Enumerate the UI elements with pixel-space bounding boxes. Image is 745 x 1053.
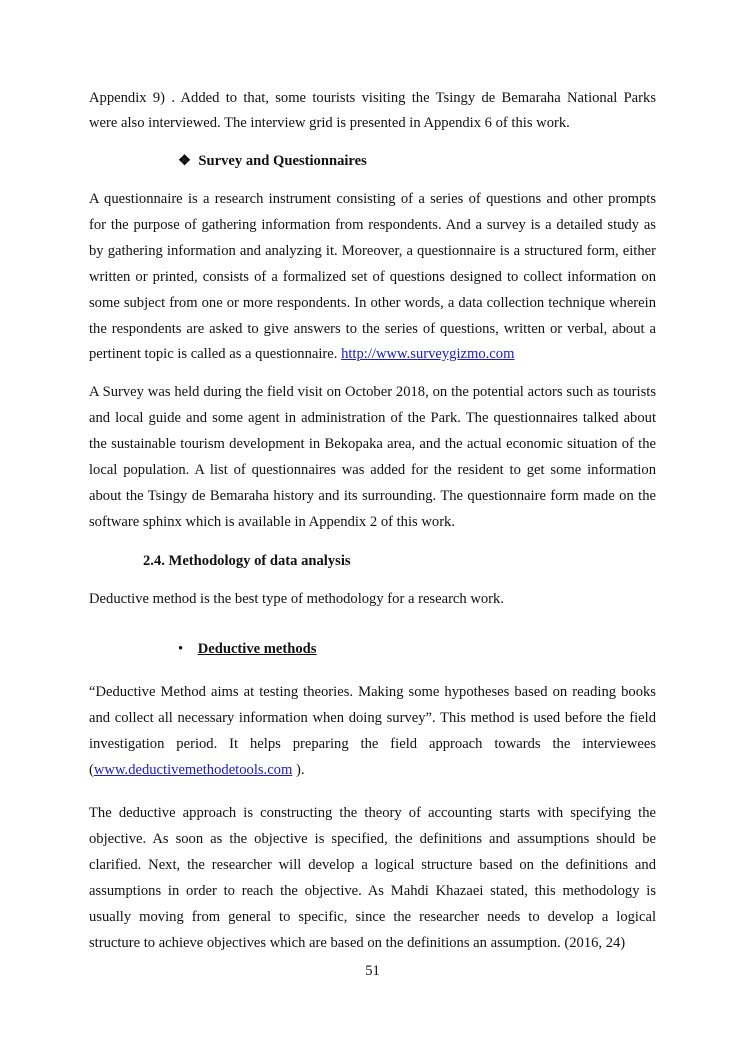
paragraph-line: about the Tsingy de Bemaraha history and its surrounding. The questionnaire form made on the	[89, 488, 656, 504]
paragraph-line: A Survey was held during the field visit on October 2018, on the potential actors such as tourists	[89, 384, 656, 400]
paragraph-line: usually moving from general to specific, since the researcher needs to develop a logical	[89, 909, 656, 925]
paragraph-line: the sustainable tourism development in Bekopaka area, and the actual economic situation of the	[89, 436, 656, 452]
paragraph-line: objective. As soon as the objective is specified, the definitions and assumptions should be	[89, 831, 656, 847]
bullet-icon: •	[178, 641, 184, 657]
paragraph-line: by gathering information and analyzing it. Moreover, a questionnaire is a structured form, either	[89, 243, 656, 259]
section-heading-methodology: 2.4. Methodology of data analysis	[143, 553, 351, 569]
text: (	[89, 762, 94, 778]
paragraph-line	[89, 344, 656, 364]
paragraph-line	[89, 760, 656, 780]
page-number: 51	[365, 963, 380, 979]
paragraph-line: clarified. Next, the researcher will develop a logical structure based on the definitions and	[89, 857, 656, 873]
text: ).	[292, 762, 305, 778]
paragraph-line: A questionnaire is a research instrument consisting of a series of questions and other prompts	[89, 191, 656, 207]
paragraph-line: Deductive method is the best type of methodology for a research work.	[89, 591, 504, 607]
paragraph-line: structure to achieve objectives which are based on the definitions an assumption. (2016, 24)	[89, 935, 626, 951]
heading-text: Survey and Questionnaires	[198, 153, 367, 169]
paragraph-line: and local guide and some agent in administration of the Park. The questionnaires talked about	[89, 410, 656, 426]
text: pertinent topic is called as a questionnaire.	[89, 346, 342, 362]
paragraph-line: for the purpose of gathering information from respondents. And a survey is a detailed study as	[89, 217, 656, 233]
surveygizmo-link[interactable]: http://www.surveygizmo.com	[341, 346, 515, 362]
paragraph-line: the respondents are asked to give answers to the series of questions, written or verbal, about a	[89, 321, 656, 337]
paragraph-line: software sphinx which is available in Appendix 2 of this work.	[89, 514, 455, 530]
diamond-bullet-icon: ❖	[178, 153, 192, 169]
section-heading-survey	[178, 151, 745, 171]
paragraph-line: local population. A list of questionnaires was added for the resident to get some information	[89, 462, 656, 478]
subheading-deductive-methods	[178, 639, 745, 659]
paragraph-line: written or printed, consists of a formalized set of questions designed to collect information on	[89, 269, 656, 285]
paragraph-line: and collect all necessary information when doing survey”. This method is used before the field	[89, 710, 656, 726]
paragraph-line: “Deductive Method aims at testing theories. Making some hypotheses based on reading books	[89, 684, 656, 700]
paragraph-line: assumptions in order to reach the objective. As Mahdi Khazaei stated, this methodology is	[89, 883, 656, 899]
heading-text: Deductive methods	[197, 641, 317, 657]
paragraph-line: some subject from one or more respondents. In other words, a data collection technique wherein	[89, 295, 656, 311]
deductive-tools-link[interactable]: www.deductivemethodetools.com	[93, 762, 293, 778]
paragraph-line: Appendix 9) . Added to that, some tourists visiting the Tsingy de Bemaraha National Parks	[89, 90, 656, 106]
paragraph-line: were also interviewed. The interview grid is presented in Appendix 6 of this work.	[89, 115, 570, 131]
paragraph-line: The deductive approach is constructing the theory of accounting starts with specifying the	[89, 805, 656, 821]
paragraph-line: investigation period. It helps preparing the field approach towards the interviewees	[89, 736, 656, 752]
